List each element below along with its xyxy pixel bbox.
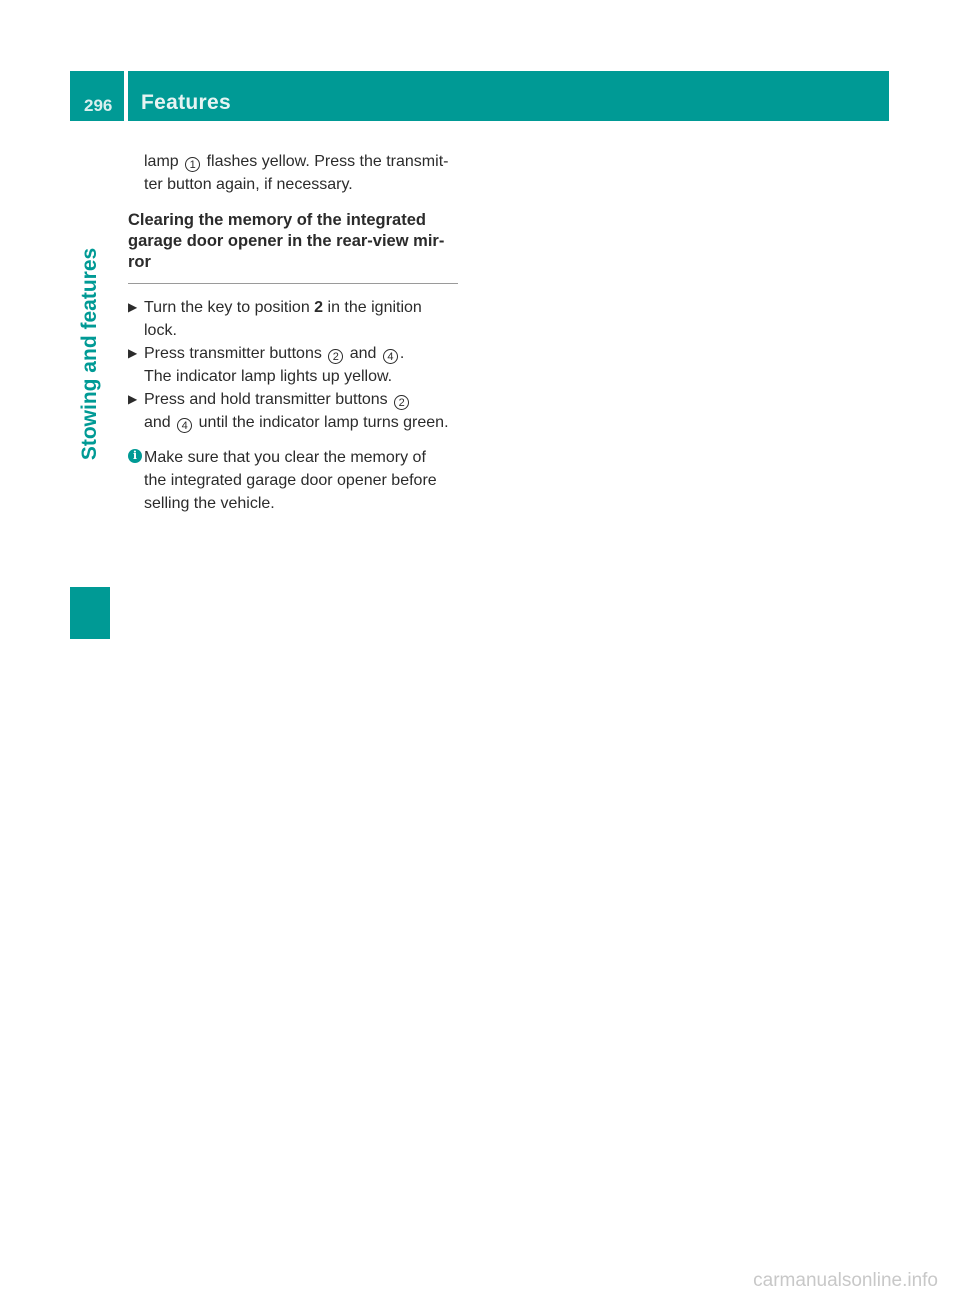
step-3: ▶ Press and hold transmitter buttons 2 and 4 until the indicator lamp turns green. [128,388,458,434]
marker-4: 4 [383,349,398,364]
marker-4: 4 [177,418,192,433]
section-heading: Clearing the memory of the integrated garage door opener in the rear-view mir- ror [128,211,445,271]
marker-2: 2 [394,395,409,410]
side-tab [70,121,110,587]
info-note: i Make sure that you clear the memory of the integrated garage door opener before selling the vehicle. [128,446,458,515]
watermark: carmanualsonline.info [753,1270,938,1291]
info-icon: i [128,449,142,463]
marker-2: 2 [328,349,343,364]
step-2: ▶ Press transmitter buttons 2 and 4 . The indicator lamp lights up yellow. [128,342,458,388]
header-divider [124,71,128,121]
intro-line-2: ter button again, if necessary. [144,176,353,193]
marker-1: 1 [185,157,200,172]
side-tab-block [70,587,110,639]
side-tab-label: Stowing and features [78,247,102,461]
step-1: ▶ Turn the key to position 2 in the ignition lock. [128,296,458,342]
content-column [128,150,458,515]
intro-line-1: lamp 1 flashes yellow. Press the transmit- [144,153,449,171]
arrow-right-icon: ▶ [128,300,138,314]
page-number: 296 [84,96,113,115]
arrow-right-icon: ▶ [128,392,138,406]
page-title: Features [141,91,231,114]
heading-rule [128,283,458,284]
arrow-right-icon: ▶ [128,346,138,360]
